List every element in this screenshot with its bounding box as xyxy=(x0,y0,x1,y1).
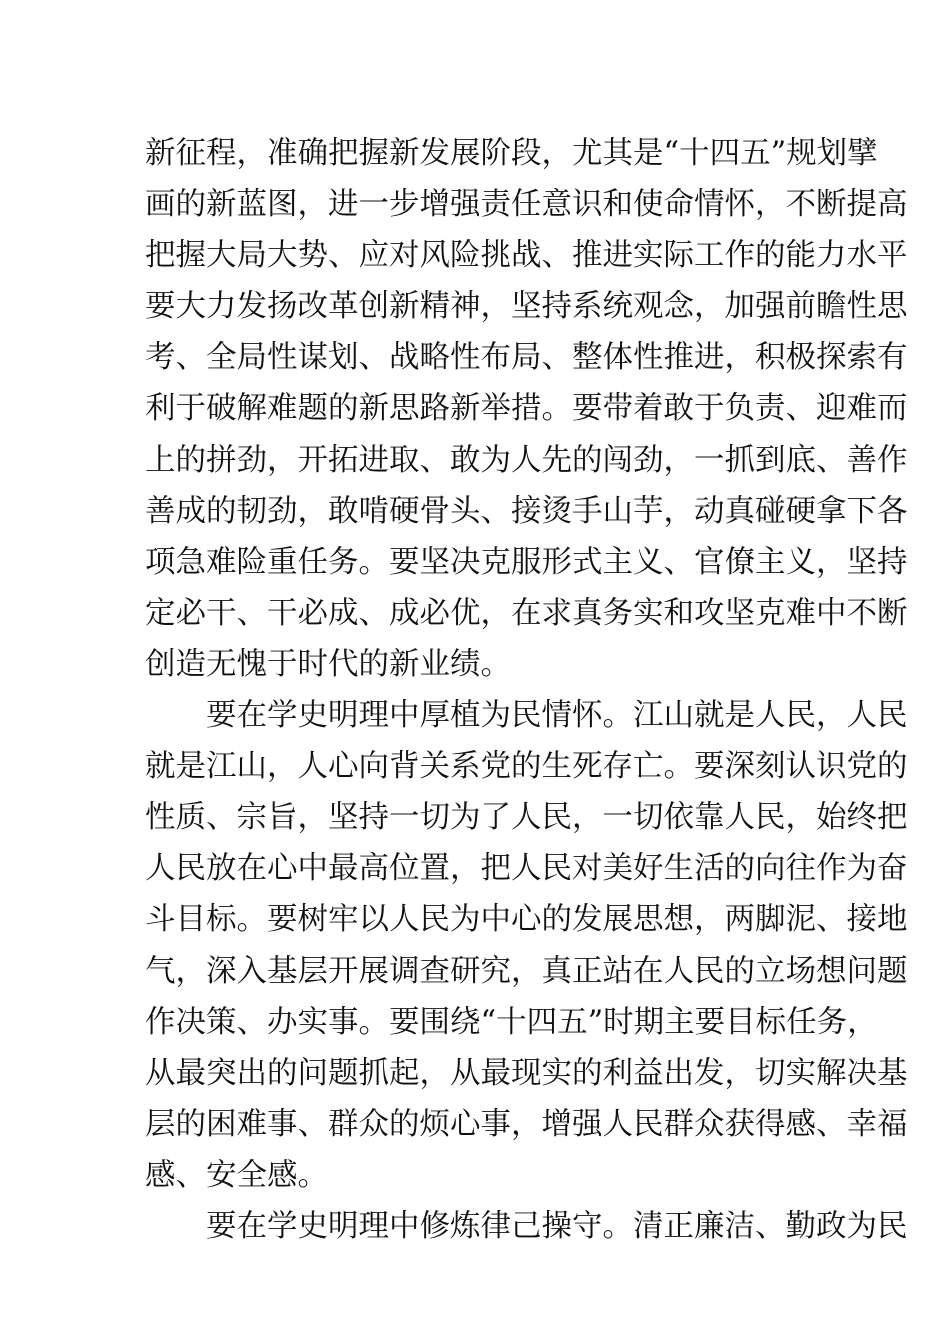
text-line: 就是江山，人心向背关系党的生死存亡。要深刻认识党的 xyxy=(145,749,908,785)
text-line: 新征程，准确把握新发展阶段，尤其是“十四五”规划擘 xyxy=(145,136,878,171)
text-line: 利于破解难题的新思路新举措。要带着敢于负责、迎难而 xyxy=(145,391,908,427)
text-line: 气，深入基层开展调查研究，真正站在人民的立场想问题 xyxy=(145,953,908,989)
text-line: 项急难险重任务。要坚决克服形式主义、官僚主义，坚持 xyxy=(145,544,908,580)
text-line: 画的新蓝图，进一步增强责任意识和使命情怀，不断提高 xyxy=(145,187,908,223)
text-line: 作决策、办实事。要围绕“十四五”时期主要目标任务， xyxy=(145,1004,878,1040)
text-line: 层的困难事、群众的烦心事，增强人民群众获得感、幸福 xyxy=(145,1106,908,1142)
text-line: 定必干、干必成、成必优，在求真务实和攻坚克难中不断 xyxy=(145,595,908,631)
text-line: 从最突出的问题抓起，从最现实的利益出发，切实解决基 xyxy=(145,1055,908,1091)
text-line: 善成的韧劲，敢啃硬骨头、接烫手山芋，动真碰硬拿下各 xyxy=(145,493,908,529)
body-text xyxy=(145,128,908,1252)
text-line: 创造无愧于时代的新业绩。 xyxy=(145,646,511,682)
paragraph-start-line: 要在学史明理中修炼律己操守。清正廉洁、勤政为民 xyxy=(145,1208,908,1244)
text-line: 考、全局性谋划、战略性布局、整体性推进，积极探索有 xyxy=(145,340,908,376)
text-line: 要大力发扬改革创新精神，坚持系统观念，加强前瞻性思 xyxy=(145,289,908,325)
text-line: 把握大局大势、应对风险挑战、推进实际工作的能力水平 xyxy=(145,238,908,274)
paragraph-start-line: 要在学史明理中厚植为民情怀。江山就是人民，人民 xyxy=(145,698,908,734)
text-line: 人民放在心中最高位置，把人民对美好生活的向往作为奋 xyxy=(145,851,908,887)
text-line: 性质、宗旨，坚持一切为了人民，一切依靠人民，始终把 xyxy=(145,800,908,836)
text-line: 感、安全感。 xyxy=(145,1157,328,1193)
text-line: 斗目标。要树牢以人民为中心的发展思想，两脚泥、接地 xyxy=(145,902,908,938)
text-line: 上的拼劲，开拓进取、敢为人先的闯劲，一抓到底、善作 xyxy=(145,442,908,478)
